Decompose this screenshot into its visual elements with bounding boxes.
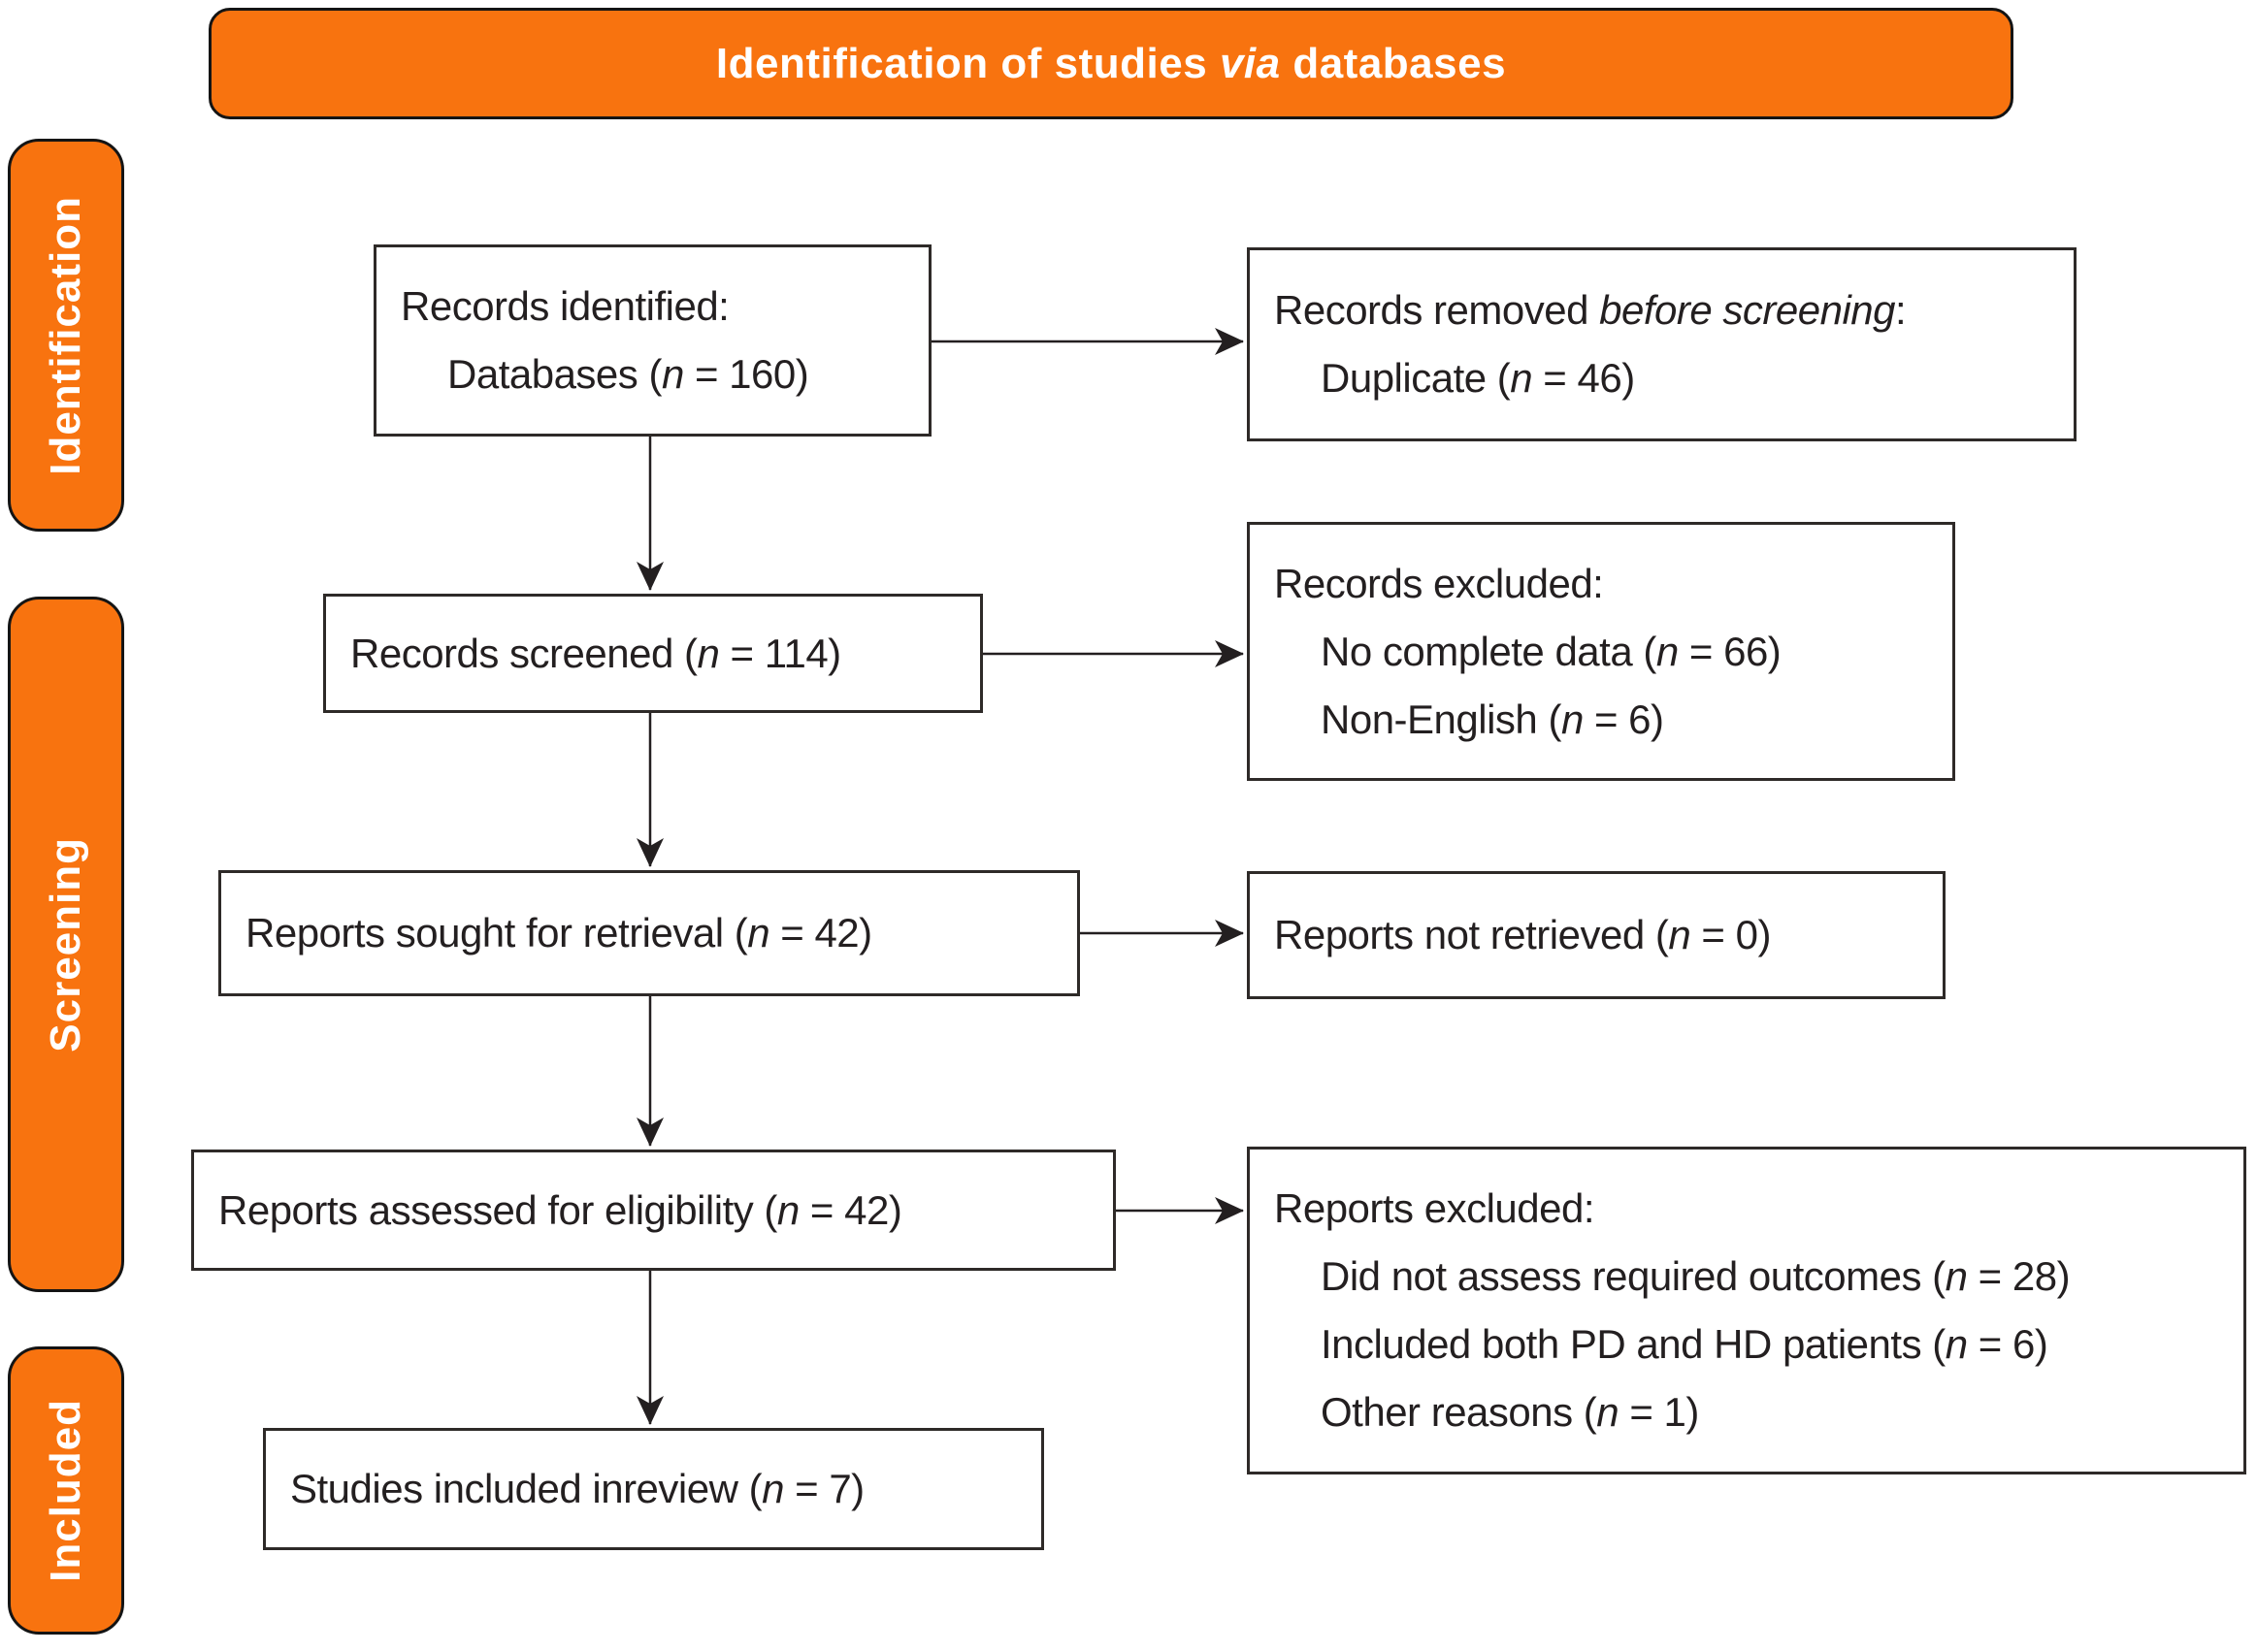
box-records-screened xyxy=(323,594,983,713)
header-title: Identification of studies via databases xyxy=(715,39,1507,87)
box-reports-not-retrieved xyxy=(1247,871,1946,999)
stage-label-identification: Identification xyxy=(42,195,89,475)
box-text-line: Reports excluded: xyxy=(1274,1185,1595,1231)
stage-screening xyxy=(8,597,124,1292)
box-text-line: Records identified: xyxy=(401,283,730,329)
box-text-line: Reports assessed for eligibility (n = 42) xyxy=(218,1186,902,1233)
box-text-line: Reports sought for retrieval (n = 42) xyxy=(245,910,872,956)
stage-label-included: Included xyxy=(42,1399,89,1582)
box-studies-included xyxy=(263,1428,1044,1550)
stage-identification xyxy=(8,139,124,532)
box-text-line: Duplicate (n = 46) xyxy=(1321,355,1635,401)
box-text-line: Databases (n = 160) xyxy=(447,351,809,397)
box-text-line: Records excluded: xyxy=(1274,560,1604,606)
box-text-line: Records screened (n = 114) xyxy=(350,630,841,676)
box-text-line: Non-English (n = 6) xyxy=(1321,696,1664,742)
box-reports-assessed xyxy=(191,1150,1116,1271)
box-text-line: Studies included inreview (n = 7) xyxy=(290,1466,865,1511)
box-text-line: Records removed before screening: xyxy=(1274,287,1907,333)
stage-label-screening: Screening xyxy=(42,836,89,1053)
box-reports-sought xyxy=(218,870,1080,996)
box-text-line: Reports not retrieved (n = 0) xyxy=(1274,912,1771,957)
box-text-line: Did not assess required outcomes (n = 28) xyxy=(1321,1253,2071,1299)
box-records-removed-before-screening xyxy=(1247,247,2077,441)
box-reports-excluded xyxy=(1247,1147,2246,1474)
box-text-line: No complete data (n = 66) xyxy=(1321,628,1782,674)
stage-included xyxy=(8,1346,124,1635)
box-records-excluded xyxy=(1247,522,1955,781)
box-text-line: Included both PD and HD patients (n = 6) xyxy=(1321,1321,2048,1367)
box-records-identified xyxy=(374,244,932,437)
header-banner xyxy=(209,8,2013,119)
box-text-line: Other reasons (n = 1) xyxy=(1321,1389,1699,1435)
